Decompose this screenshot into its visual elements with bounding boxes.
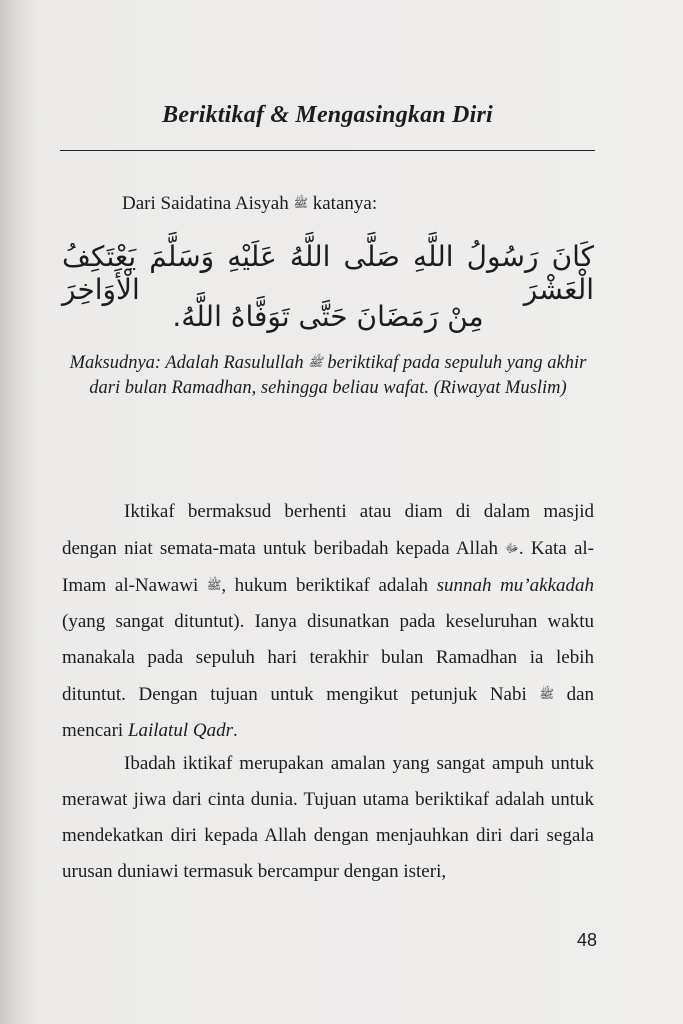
page-number: 48: [576, 930, 597, 950]
honorific-icon: ﷺ: [539, 687, 554, 701]
para1-c: , hukum beriktikaf adalah: [221, 575, 429, 596]
paragraph-iktikaf-definition: [62, 494, 594, 749]
hadith-meaning: [62, 350, 594, 401]
para1-a: Iktikaf bermaksud berhenti atau diam di dalam masjid dengan niat semata-mata untuk beribadah kepada Allah: [62, 501, 594, 559]
para2-text: Ibadah iktikaf merupakan amalan yang sangat ampuh untuk merawat jiwa dari cinta dunia. Tujuan utama beriktikaf adalah untuk mendekatkan diri kepada Allah dengan menjauhkan diri dari segala urusan duniawi termasuk bercampur dengan isteri,: [62, 753, 594, 882]
para1-d: (yang sangat dituntut). Ianya disunatkan pada keseluruhan waktu manakala pada sepuluh hari terakhir bulan Ramadhan ia lebih dituntut. Dengan tujuan untuk mengikut petunjuk Nabi: [62, 611, 594, 705]
meaning-before: Maksudnya: Adalah Rasulullah: [69, 353, 304, 373]
intro-text: Dari Saidatina Aisyah: [122, 193, 289, 214]
honorific-icon: ﷻ: [505, 541, 519, 555]
term-lailatul-qadr: Lailatul Qadr: [127, 720, 233, 741]
heading-rule: [60, 150, 595, 151]
honorific-icon: ﷺ: [308, 355, 323, 369]
hadith-arabic-line1: كَانَ رَسُولُ اللَّهِ صَلَّى اللَّهُ عَلَيْهِ وَسَلَّمَ يَعْتَكِفُ الْعَشْرَ الْأَوَاخِرَ: [62, 240, 594, 306]
chapter-heading: Beriktikaf & Mengasingkan Diri: [162, 102, 493, 128]
para1-b: . Kata al-Imam al-Nawawi: [62, 538, 595, 596]
para1-f: .: [233, 720, 238, 741]
paragraph-iktikaf-benefit: [62, 746, 594, 890]
hadith-intro: [122, 185, 592, 222]
honorific-icon: ﷺ: [206, 578, 222, 592]
honorific-icon: ﷺ: [293, 196, 308, 210]
meaning-after: beriktikaf pada sepuluh yang akhir dari bulan Ramadhan, sehingga beliau wafat. (Riwayat Muslim): [89, 353, 587, 398]
para1-e: dan mencari: [62, 684, 595, 741]
intro-text-after: katanya:: [312, 193, 378, 214]
term-sunnah-muakkadah: sunnah mu’akkadah: [436, 575, 594, 596]
hadith-arabic-line2: مِنْ رَمَضَانَ حَتَّى تَوَفَّاهُ اللَّهُ.: [172, 300, 484, 333]
